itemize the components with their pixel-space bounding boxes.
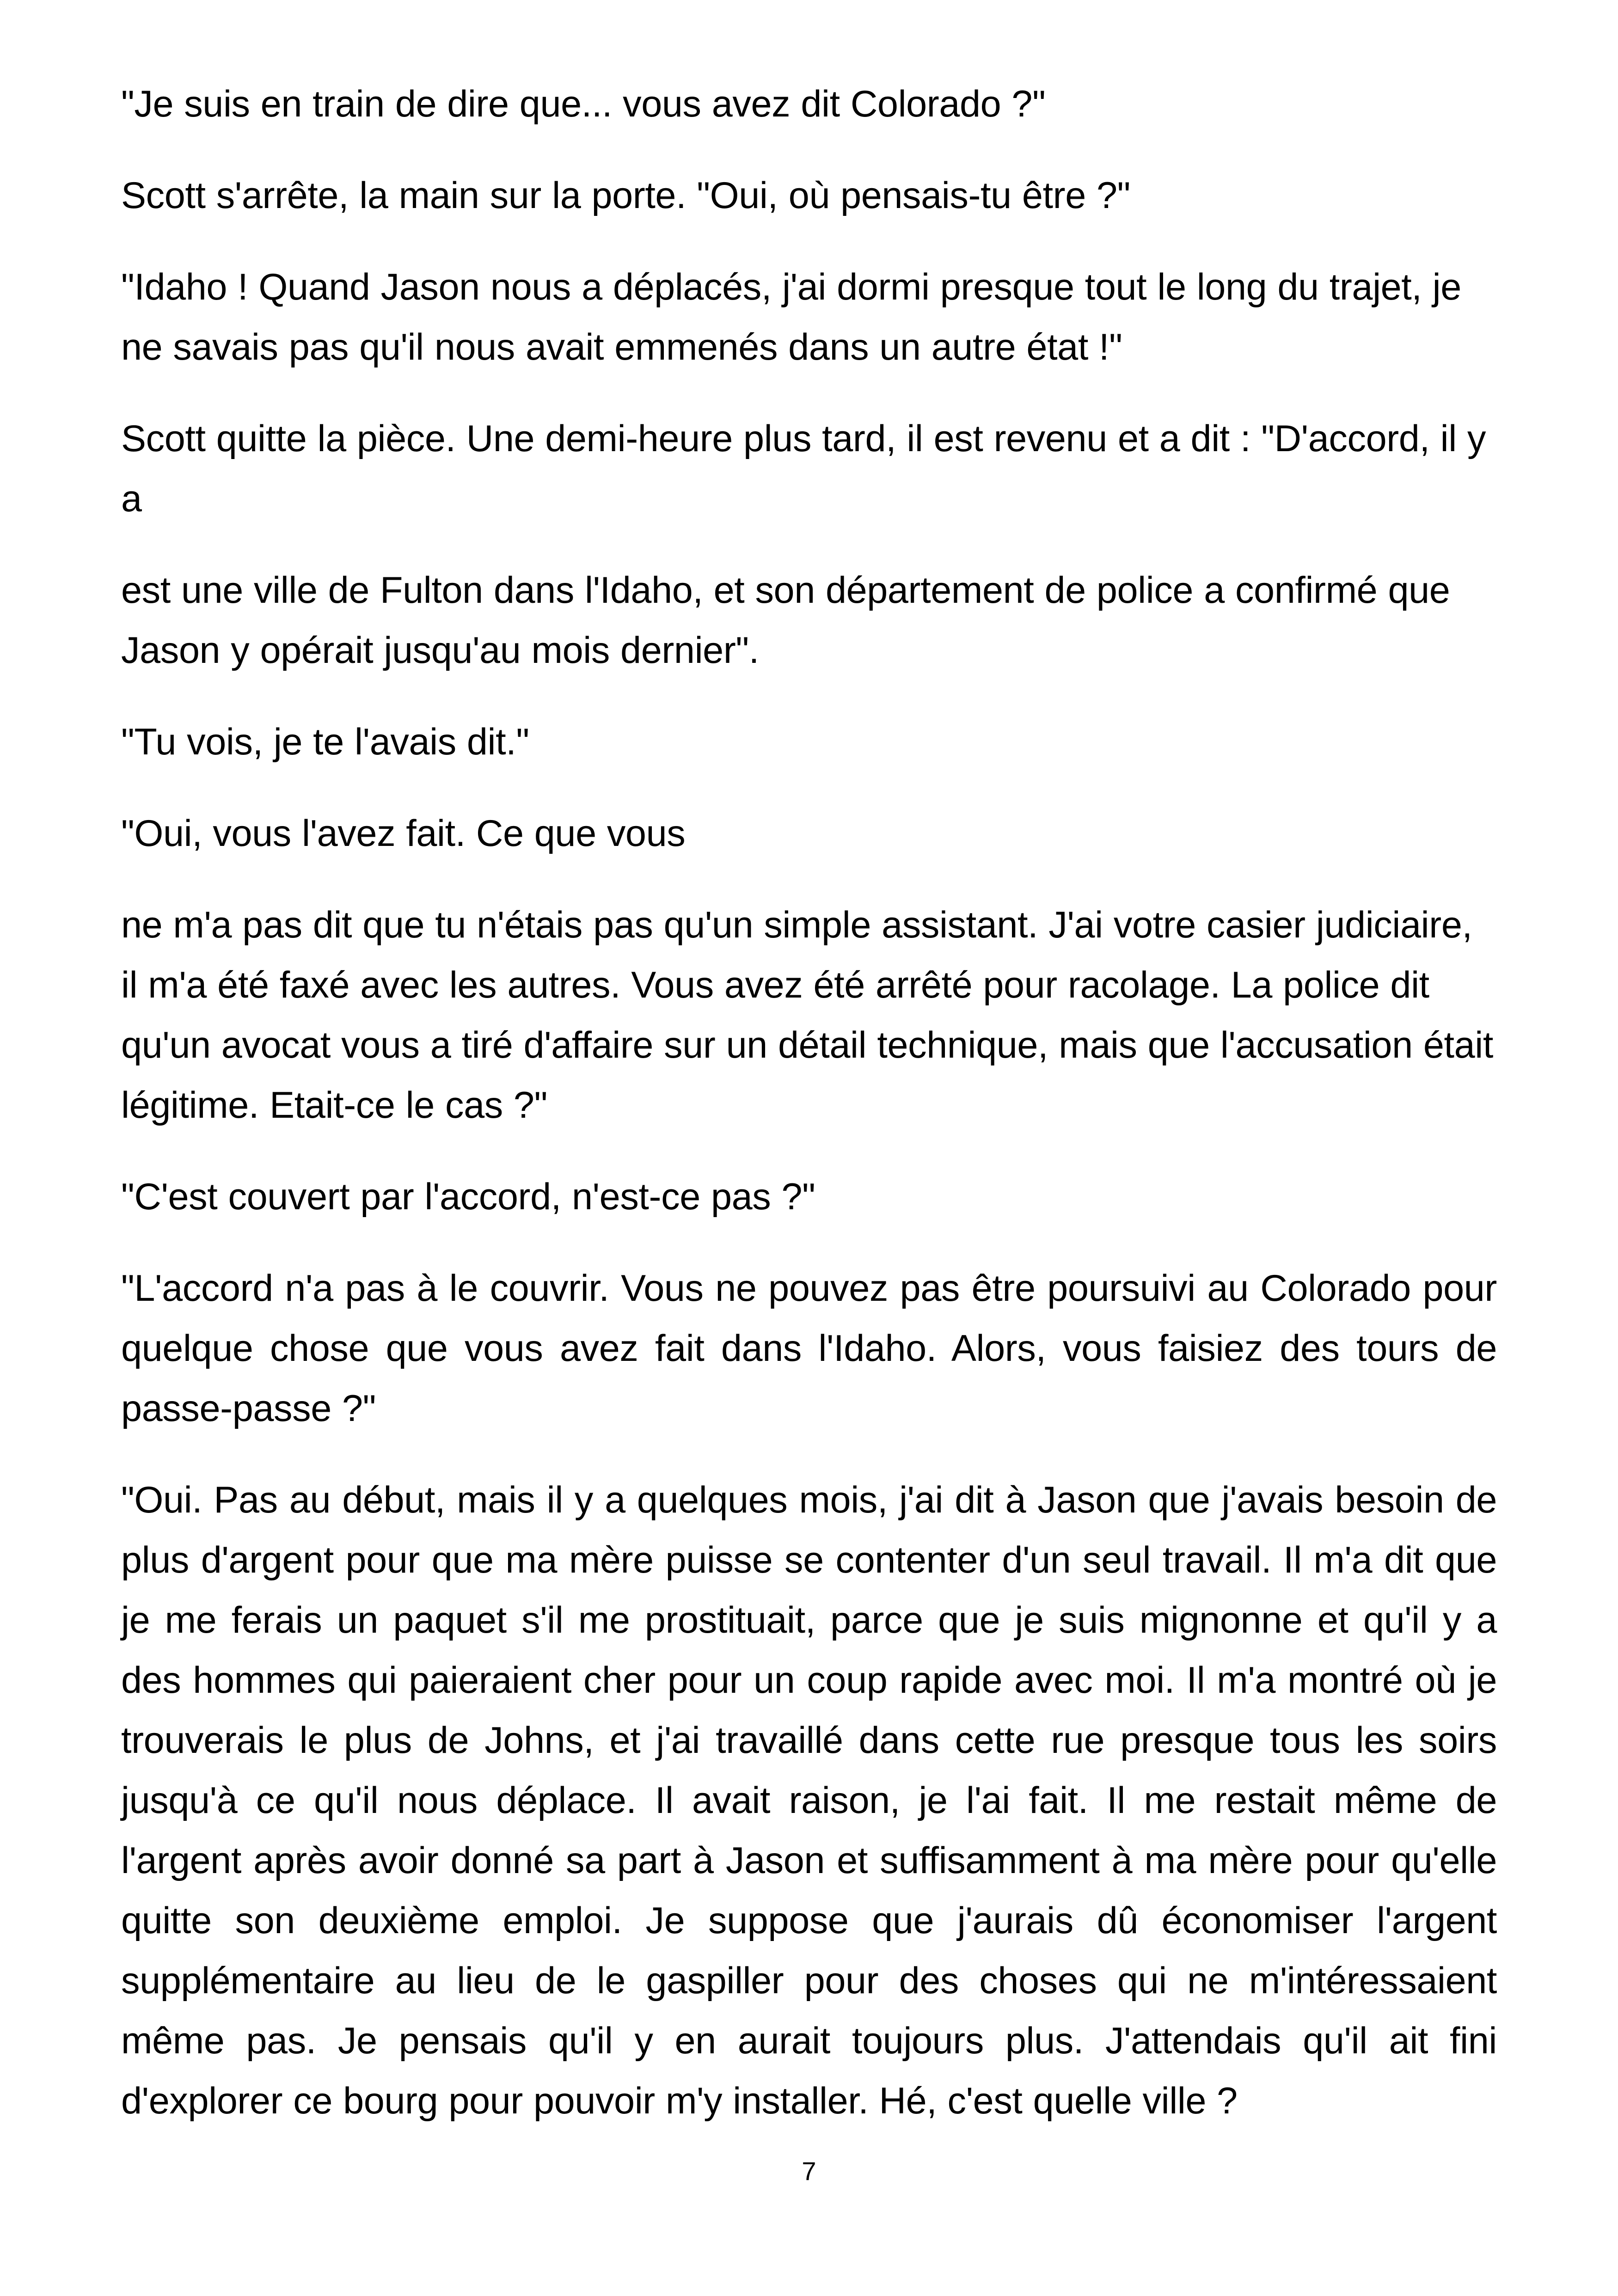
paragraph: ne m'a pas dit que tu n'étais pas qu'un simple assistant. J'ai votre casier judiciaire, il m'a été faxé avec les autres. Vous avez été arrêté pour racolage. La police dit qu'un avocat vous a tiré d'affaire sur un détail technique, mais que l'accusation était légitime. Etait-ce le cas ?" [121,904,1493,1126]
paragraph: "C'est couvert par l'accord, n'est-ce pas ?" [121,1176,815,1218]
page-number: 7 [802,2156,816,2186]
paragraph: "Tu vois, je te l'avais dit." [121,721,529,763]
paragraph: Scott quitte la pièce. Une demi-heure plus tard, il est revenu et a dit : "D'accord, il y a [121,418,1486,520]
paragraph: "Oui. Pas au début, mais il y a quelques mois, j'ai dit à Jason que j'avais besoin de plus d'argent pour que ma mère puisse se contenter d'un seul travail. Il m'a dit que je me ferais un paquet s'il me prostituait, parce que je suis mignonne et qu'il y a des hommes qui paieraient cher pour un coup rapide avec moi. Il m'a montré où je trouverais le plus de Johns, et j'ai travaillé dans cette rue presque tous les soirs jusqu'à ce qu'il nous déplace. Il avait raison, je l'ai fait. Il me restait même de l'argent après avoir donné sa part à Jason et suffisamment à ma mère pour qu'elle quitte son deuxième emploi. Je suppose que j'aurais dû économiser l'argent supplémentaire au lieu de le gaspiller pour des choses qui ne m'intéressaient même pas. Je pensais qu'il y en aurait toujours plus. J'attendais qu'il ait fini d'explorer ce bourg pour pouvoir m'y installer. Hé, c'est quelle ville ? [121,1479,1497,2122]
paragraph: "Oui, vous l'avez fait. Ce que vous [121,813,686,854]
body-text [121,74,1497,2162]
paragraph: "Idaho ! Quand Jason nous a déplacés, j'ai dormi presque tout le long du trajet, je ne savais pas qu'il nous avait emmenés dans un autre état !" [121,266,1461,368]
paragraph: est une ville de Fulton dans l'Idaho, et son département de police a confirmé que Jason y opérait jusqu'au mois dernier". [121,569,1450,671]
paragraph: "Je suis en train de dire que... vous avez dit Colorado ?" [121,83,1046,125]
paragraph: Scott s'arrête, la main sur la porte. "Oui, où pensais-tu être ?" [121,175,1130,216]
paragraph: "L'accord n'a pas à le couvrir. Vous ne pouvez pas être poursuivi au Colorado pour quelque chose que vous avez fait dans l'Idaho. Alors, vous faisiez des tours de passe-passe ?" [121,1267,1497,1429]
